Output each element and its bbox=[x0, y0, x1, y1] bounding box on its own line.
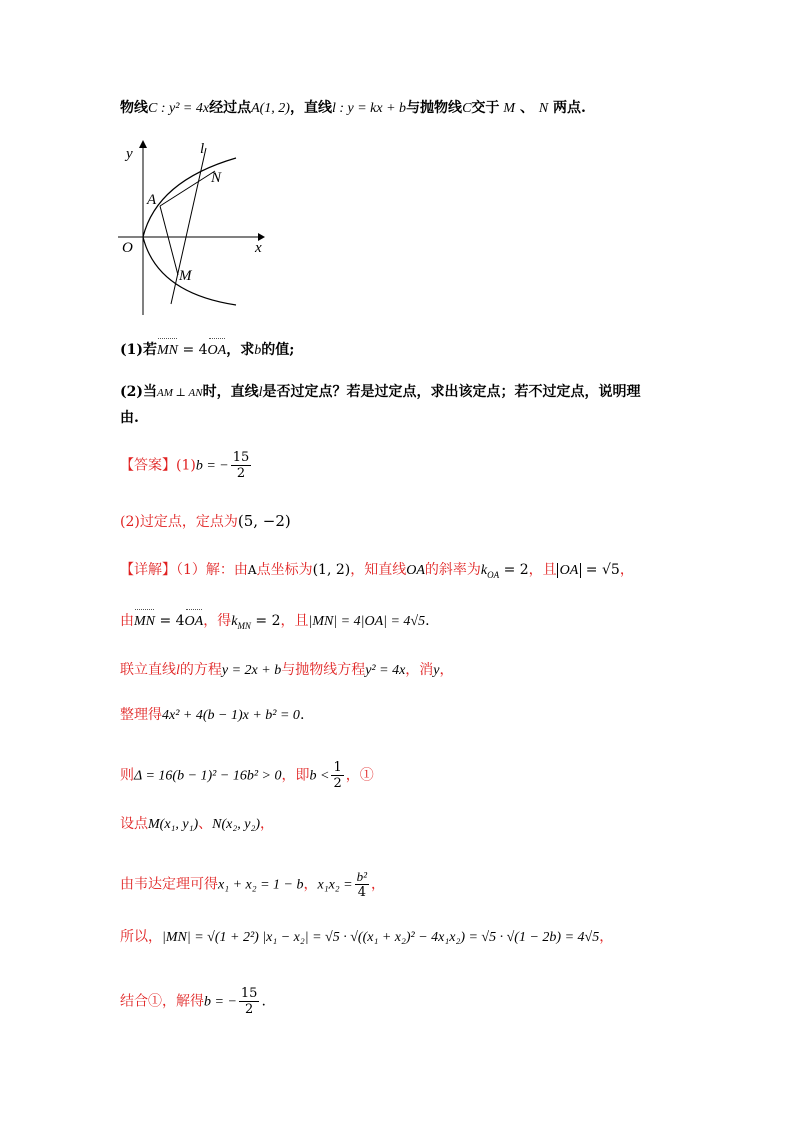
label-l: l bbox=[200, 141, 205, 157]
text: ， bbox=[439, 662, 454, 678]
point-M-coords: M(x₁, y₁) bbox=[148, 817, 199, 832]
question-2-line2 bbox=[120, 408, 139, 428]
length-MN: |MN| = 4|OA| = 4√5 bbox=[308, 614, 426, 629]
slope-value: = 2 bbox=[250, 613, 281, 629]
frac-den: 2 bbox=[333, 776, 342, 791]
text: 则 bbox=[120, 767, 134, 784]
solution-tag: 【详解】 bbox=[120, 562, 176, 578]
point-N-coords: N(x₂, y₂) bbox=[212, 817, 260, 832]
vector-MN: MN bbox=[134, 612, 155, 632]
fraction-15-2 bbox=[239, 986, 260, 1017]
vector-MN: MN bbox=[157, 341, 178, 361]
q2-prefix: (2)当 bbox=[120, 384, 157, 400]
discriminant: Δ = 16(b − 1)² − 16b² > 0 bbox=[134, 768, 282, 784]
text: ，① bbox=[345, 767, 374, 784]
vector-OA: OA bbox=[185, 612, 204, 632]
vieta-sum: x₁ + x₂ = 1 − b bbox=[218, 877, 304, 893]
text: 、 bbox=[198, 816, 213, 832]
point-A: A(1, 2) bbox=[251, 101, 290, 116]
line-OA: OA bbox=[406, 563, 425, 578]
parabola-figure bbox=[118, 140, 278, 320]
segment-AN bbox=[160, 171, 215, 206]
text: ，消 bbox=[405, 662, 434, 678]
answer-tag: 【答案】 bbox=[120, 457, 176, 474]
curve-C: C bbox=[462, 101, 472, 116]
answer-fraction bbox=[231, 450, 252, 481]
point-N: N bbox=[538, 101, 549, 116]
text: ， bbox=[259, 816, 274, 832]
answer-1 bbox=[120, 450, 253, 481]
label-O: O bbox=[122, 240, 133, 256]
label-y: y bbox=[126, 146, 133, 162]
slope-sub: MN bbox=[237, 620, 251, 631]
var-l: l bbox=[176, 663, 180, 678]
text: ，且 bbox=[528, 562, 557, 578]
q1-equals: = 4 bbox=[178, 342, 208, 358]
equals: = 4 bbox=[155, 613, 185, 629]
q2-mid: 时，直线 bbox=[202, 384, 259, 400]
text: 结合①，解得 bbox=[120, 993, 204, 1010]
intro-text: 经过点 bbox=[209, 100, 252, 116]
text: 点坐标为 bbox=[256, 562, 313, 578]
point-A-label: A bbox=[247, 563, 257, 577]
label-M: M bbox=[179, 268, 192, 284]
intro-text: 两点. bbox=[548, 100, 586, 116]
frac-den: 4 bbox=[357, 885, 366, 900]
question-2 bbox=[120, 382, 640, 403]
text: ，得 bbox=[203, 613, 232, 629]
intro-text: 与抛物线 bbox=[406, 100, 463, 116]
frac-num: 15 bbox=[232, 450, 250, 465]
problem-intro bbox=[120, 98, 586, 119]
solution-line-5 bbox=[120, 760, 374, 791]
text: 整理得 bbox=[120, 707, 162, 723]
q2-rest: 是否过定点？若是过定点，求出该定点；若不过定点，说明理 bbox=[262, 384, 641, 400]
text: 由 bbox=[120, 613, 134, 629]
text: ， bbox=[371, 876, 386, 893]
text: . bbox=[425, 613, 430, 629]
quadratic-equation: 4x² + 4(b − 1)x + b² = 0 bbox=[162, 708, 300, 723]
y-axis-arrow bbox=[139, 140, 147, 148]
q1-end: 的值; bbox=[261, 342, 295, 358]
answer-2 bbox=[120, 511, 291, 532]
label-x: x bbox=[255, 240, 262, 256]
abs-OA: OA bbox=[557, 563, 582, 578]
fixed-point: (5, −2) bbox=[237, 512, 291, 530]
label-N: N bbox=[211, 170, 222, 186]
text: （1）解：由 bbox=[176, 562, 248, 578]
text: . bbox=[299, 707, 305, 723]
text: . bbox=[261, 993, 266, 1010]
intro-text: 交于 bbox=[471, 100, 500, 116]
text: ，知直线 bbox=[350, 562, 407, 578]
inequality: b < bbox=[309, 768, 330, 784]
q2-line2: 由. bbox=[120, 410, 139, 426]
solution-line-4 bbox=[120, 705, 304, 726]
intro-text: 物线 bbox=[120, 100, 148, 116]
q1-prefix: (1)若 bbox=[120, 342, 157, 358]
solution-line-9 bbox=[120, 986, 266, 1017]
question-1 bbox=[120, 340, 294, 361]
text: 所以， bbox=[120, 929, 162, 945]
slope-k: k bbox=[480, 563, 488, 578]
text: 与抛物线方程 bbox=[281, 662, 366, 678]
text: 由韦达定理可得 bbox=[120, 876, 218, 893]
frac-den: 2 bbox=[236, 466, 246, 481]
slope-sub: OA bbox=[487, 569, 500, 580]
solution-line-8 bbox=[120, 927, 613, 948]
solution-line-6 bbox=[120, 814, 274, 835]
segment-AM bbox=[160, 206, 178, 275]
q1-suffix: ，求 bbox=[226, 342, 255, 358]
parabola-equation: y² = 4x bbox=[365, 663, 406, 678]
fraction-half bbox=[331, 760, 343, 791]
intro-text: 、 bbox=[515, 100, 539, 116]
text: 联立直线 bbox=[120, 662, 176, 678]
answer-part2: (2)过定点，定点为 bbox=[120, 514, 238, 530]
perpendicular-condition: AM ⊥ AN bbox=[157, 387, 203, 399]
text: ，且 bbox=[280, 613, 309, 629]
line-equation: y = 2x + b bbox=[221, 663, 282, 678]
var-b: b bbox=[254, 343, 262, 358]
text: ，即 bbox=[281, 767, 310, 784]
fraction-b2-4 bbox=[355, 869, 369, 900]
frac-den: 2 bbox=[245, 1002, 254, 1017]
text: 的方程 bbox=[179, 662, 222, 678]
text: ， bbox=[303, 876, 318, 893]
text: 的斜率为 bbox=[424, 562, 481, 578]
line-equation: l : y = kx + b bbox=[331, 101, 407, 116]
text: ， bbox=[619, 562, 634, 578]
label-A: A bbox=[147, 192, 157, 208]
solution-line-7 bbox=[120, 869, 385, 900]
text: 设点 bbox=[120, 816, 148, 832]
point-M: M bbox=[503, 101, 516, 116]
vector-OA: OA bbox=[208, 341, 227, 361]
solution-line-3 bbox=[120, 660, 454, 681]
text: ， bbox=[599, 929, 614, 945]
slope-k: k bbox=[231, 614, 238, 629]
intro-text: ，直线 bbox=[289, 100, 332, 116]
answer-b-equals: b = − bbox=[195, 458, 229, 474]
b-equals: b = − bbox=[204, 994, 237, 1010]
abs-value: = √5 bbox=[581, 562, 620, 578]
answer-part1: (1) bbox=[176, 457, 196, 474]
coordinate: (1, 2) bbox=[312, 562, 351, 578]
var-l: l bbox=[258, 385, 263, 400]
frac-num: 15 bbox=[240, 986, 258, 1001]
slope-value: = 2 bbox=[499, 562, 529, 578]
solution-line-2 bbox=[120, 611, 430, 636]
parabola-equation: C : y² = 4x bbox=[148, 101, 210, 116]
frac-num: 1 bbox=[333, 760, 342, 775]
chord-length-formula: |MN| = √(1 + 2²) |x₁ − x₂| = √5 · √((x₁ + x₂)² − 4x₁x₂) = √5 · √(1 − 2b) = 4√5 bbox=[162, 930, 600, 945]
solution-line-1 bbox=[120, 560, 634, 585]
vieta-product: x₁x₂ = bbox=[317, 877, 353, 893]
frac-num: b² bbox=[356, 869, 368, 884]
var-y: y bbox=[433, 663, 440, 678]
